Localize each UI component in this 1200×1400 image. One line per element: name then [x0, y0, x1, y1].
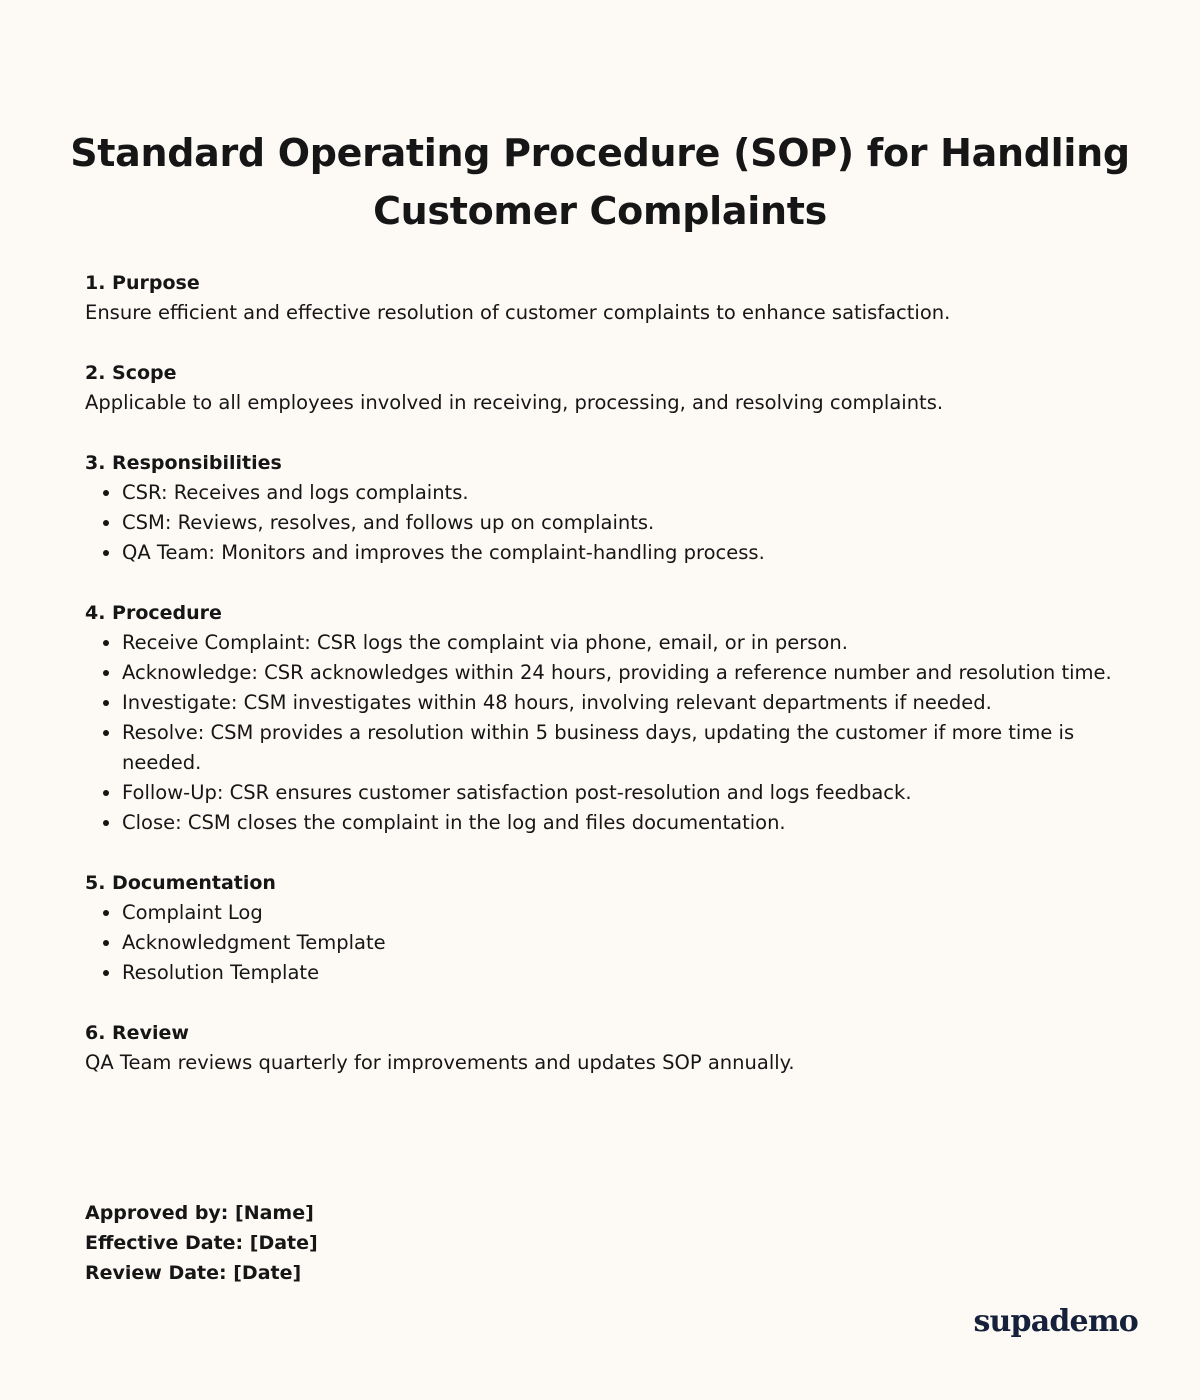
section-text: Ensure efficient and effective resolution of customer complaints to enhance satisfaction.: [85, 301, 951, 324]
list-item: Acknowledgment Template: [122, 928, 1125, 958]
list-item: Receive Complaint: CSR logs the complaint via phone, email, or in person.: [122, 628, 1125, 658]
section-documentation: [85, 868, 1125, 988]
section-text: Applicable to all employees involved in receiving, processing, and resolving complaints.: [85, 391, 944, 414]
list-item: Resolve: CSM provides a resolution within 5 business days, updating the customer if more time is needed.: [122, 718, 1125, 778]
section-heading: 4. Procedure: [85, 602, 222, 624]
section-heading: 3. Responsibilities: [85, 452, 282, 474]
section-purpose: [85, 268, 1125, 328]
procedure-list: [85, 628, 1125, 838]
list-item: QA Team: Monitors and improves the complaint-handling process.: [122, 538, 1125, 568]
section-scope: [85, 358, 1125, 418]
section-heading: 2. Scope: [85, 362, 177, 384]
list-item: Investigate: CSM investigates within 48 hours, involving relevant departments if needed.: [122, 688, 1125, 718]
list-item: Close: CSM closes the complaint in the log and files documentation.: [122, 808, 1125, 838]
section-heading: 6. Review: [85, 1022, 189, 1044]
list-item: Complaint Log: [122, 898, 1125, 928]
list-item: CSR: Receives and logs complaints.: [122, 478, 1125, 508]
document-body: [85, 268, 1125, 1108]
section-heading: 5. Documentation: [85, 872, 276, 894]
list-item: CSM: Reviews, resolves, and follows up on complaints.: [122, 508, 1125, 538]
list-item: Acknowledge: CSR acknowledges within 24 hours, providing a reference number and resolution time.: [122, 658, 1125, 688]
section-heading: 1. Purpose: [85, 272, 200, 294]
section-procedure: [85, 598, 1125, 838]
approval-block: [85, 1198, 318, 1288]
supademo-logo: supademo: [973, 1304, 1138, 1339]
documentation-list: [85, 898, 1125, 988]
effective-date: Effective Date: [Date]: [85, 1232, 318, 1254]
section-review: [85, 1018, 1125, 1078]
list-item: Resolution Template: [122, 958, 1125, 988]
approved-by: Approved by: [Name]: [85, 1202, 314, 1224]
review-date: Review Date: [Date]: [85, 1262, 302, 1284]
section-responsibilities: [85, 448, 1125, 568]
responsibilities-list: [85, 478, 1125, 568]
section-text: QA Team reviews quarterly for improvements and updates SOP annually.: [85, 1051, 795, 1074]
list-item: Follow-Up: CSR ensures customer satisfaction post-resolution and logs feedback.: [122, 778, 1125, 808]
document-title: Standard Operating Procedure (SOP) for Handling Customer Complaints: [70, 131, 1130, 233]
